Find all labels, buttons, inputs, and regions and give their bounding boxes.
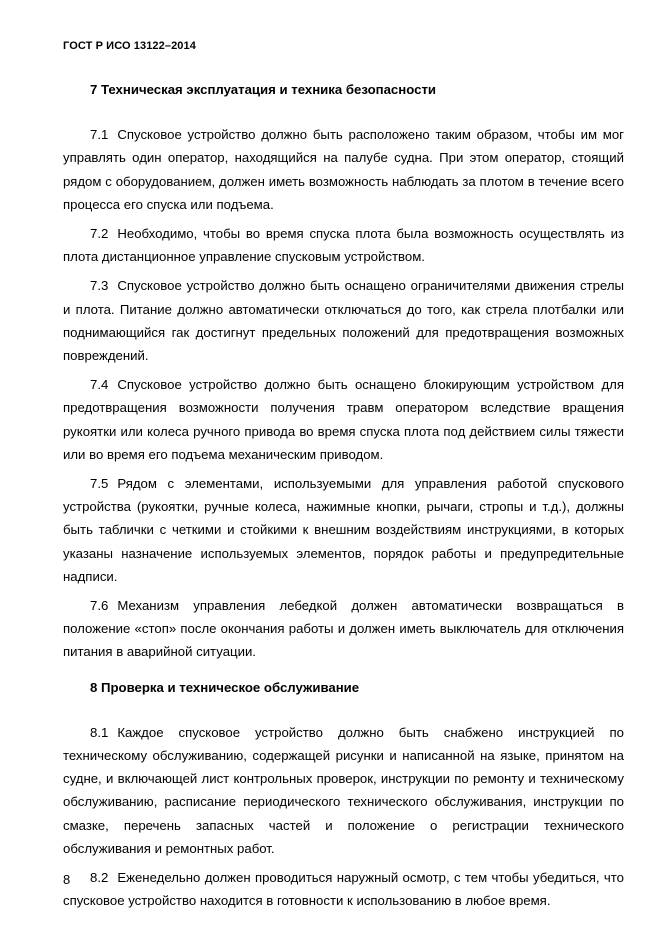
standard-header: ГОСТ Р ИСО 13122–2014 [63,40,196,52]
paragraph-text: Каждое спусковое устройство должно быть снабжено инструкцией по техническому обслуживанию, содержащей рисунки и написанной на языке, принятом на судне, и включающей лист контрольных проверок, инструкции по ремонту и техническому обслуживанию, расписание периодического технического обслуживания, инструкции по смазке, перечень запасных частей и положение о регистрации технического обслуживания и ремонтных работ. [63,724,624,856]
paragraph-number: 8.1 [90,724,109,740]
paragraph-text: Необходимо, чтобы во время спуска плота была возможность осуществлять из плота дистанционное управление спусковым устройством. [63,226,624,265]
paragraph-text: Спусковое устройство должно быть оснащено блокирующим устройством для предотвращения возможности получения травм оператором вследствие вращения рукоятки или колеса ручного привода во время спуска плота под действием силы тяжести или во время его подъема механическим приводом. [63,377,624,462]
page-number: 8 [63,872,71,887]
paragraph-number: 7.2 [90,226,109,242]
paragraph-number: 7.1 [90,127,109,143]
paragraph-number: 7.4 [90,377,109,393]
paragraph-text: Еженедельно должен проводиться наружный осмотр, с тем чтобы убедиться, что спусковое устройство находится в готовности к использованию в любое время. [63,870,624,909]
paragraph-7-1 [63,123,624,216]
paragraph-number: 7.3 [90,278,109,294]
paragraph-text: Спусковое устройство должно быть оснащено ограничителями движения стрелы и плота. Питание должно автоматически отключаться до того, как стрела плотбалки или поднимающийся гак достигнут предельных положений для предотвращения возможных повреждений. [63,278,624,364]
paragraph-7-5 [63,472,624,588]
paragraph-text: Спусковое устройство должно быть расположено таким образом, чтобы им мог управлять один оператор, находящийся на палубе судна. При этом оператор, стоящий рядом с оборудованием, должен иметь возможность наблюдать за плотом в течение всего процесса его спуска или подъема. [63,127,624,212]
paragraph-text: Рядом с элементами, используемыми для управления работой спускового устройства (рукоятки, ручные колеса, нажимные кнопки, рычаги, стропы и т.д.), должны быть таблички с четкими и стойкими к внешним воздействиям инструкциями, в которых указаны назначение используемых элементов, порядок работы и предупредительные надписи. [63,476,624,584]
document-body [63,78,624,919]
paragraph-8-1 [63,721,624,860]
section-8-title: 8 Проверка и техническое обслуживание [90,679,360,695]
paragraph-7-3 [63,274,624,367]
section-7-title: 7 Техническая эксплуатация и техника безопасности [90,82,437,97]
paragraph-8-2 [63,866,624,912]
paragraph-number: 7.5 [90,476,109,492]
paragraph-7-2 [63,222,624,268]
paragraph-text: Механизм управления лебедкой должен автоматически возвращаться в положение «стоп» после окончания работы и должен иметь выключатель для отключения питания в аварийной ситуации. [63,598,624,660]
paragraph-7-6 [63,594,624,664]
paragraph-number: 8.2 [90,870,109,886]
paragraph-number: 7.6 [90,598,109,614]
paragraph-7-4 [63,373,624,466]
